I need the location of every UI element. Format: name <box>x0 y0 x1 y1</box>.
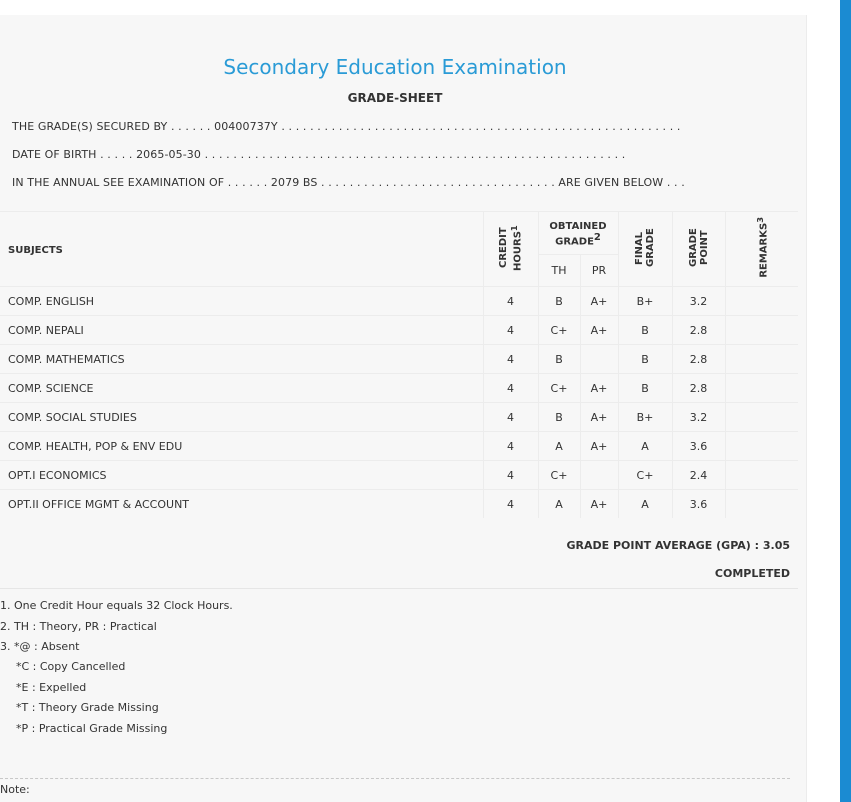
grade-sheet-heading: GRADE-SHEET <box>347 91 443 105</box>
subject-cell: COMP. MATHEMATICS <box>0 345 483 374</box>
theory-grade-cell: B <box>538 345 580 374</box>
grade-point-header: GRADE POINT <box>672 212 725 287</box>
right-accent-bar <box>840 0 851 802</box>
practical-grade-cell: A+ <box>580 287 618 316</box>
obtained-grade-header: OBTAINED GRADE$^2$ <box>538 212 618 255</box>
credit-hours-cell: 4 <box>483 403 538 432</box>
subjects-header: SUBJECTS <box>0 212 483 287</box>
final-grade-cell: B+ <box>618 287 672 316</box>
credit-hours-cell: 4 <box>483 374 538 403</box>
remarks-cell <box>725 316 798 345</box>
practical-header: PR <box>580 255 618 287</box>
subject-cell: COMP. ENGLISH <box>0 287 483 316</box>
theory-grade-cell: C+ <box>538 461 580 490</box>
grade-point-cell: 3.2 <box>672 403 725 432</box>
footnote-2: 2. TH : Theory, PR : Practical <box>0 620 157 633</box>
theory-header: TH <box>538 255 580 287</box>
practical-grade-cell: A+ <box>580 432 618 461</box>
exam-line: IN THE ANNUAL SEE EXAMINATION OF . . . . . . 2079 BS . . . . . . . . . . . . . . . . . . . . . . . . . . . . . . . . . ARE GIVEN BELOW . . . <box>12 176 685 189</box>
subject-cell: COMP. SCIENCE <box>0 374 483 403</box>
theory-grade-cell: A <box>538 432 580 461</box>
remarks-cell <box>725 461 798 490</box>
credit-hours-cell: 4 <box>483 461 538 490</box>
practical-grade-cell <box>580 461 618 490</box>
gpa-text: GRADE POINT AVERAGE (GPA) : 3.05 <box>566 539 790 552</box>
remarks-header: REMARKS$^3$ <box>725 212 798 287</box>
footnote-copy-cancelled: *C : Copy Cancelled <box>16 660 126 673</box>
grade-point-cell: 2.8 <box>672 345 725 374</box>
final-grade-cell: B <box>618 374 672 403</box>
table-row <box>0 287 798 316</box>
subject-cell: OPT.I ECONOMICS <box>0 461 483 490</box>
grade-point-cell: 2.8 <box>672 374 725 403</box>
footnote-3: 3. *@ : Absent <box>0 640 80 653</box>
credit-hours-cell: 4 <box>483 345 538 374</box>
remarks-cell <box>725 287 798 316</box>
footnote-expelled: *E : Expelled <box>16 681 87 694</box>
remarks-cell <box>725 345 798 374</box>
theory-grade-cell: B <box>538 403 580 432</box>
remarks-cell <box>725 432 798 461</box>
final-grade-cell: B <box>618 316 672 345</box>
note-divider <box>0 778 790 779</box>
date-of-birth-line: DATE OF BIRTH . . . . . 2065-05-30 . . . . . . . . . . . . . . . . . . . . . . . . . . . . . . . . . . . . . . . . . . . . . . . . . . . . . . . . . . . <box>12 148 626 161</box>
footnote-theory-missing: *T : Theory Grade Missing <box>16 701 159 714</box>
secured-by-line: THE GRADE(S) SECURED BY . . . . . . 00400737Y . . . . . . . . . . . . . . . . . . . . . . . . . . . . . . . . . . . . . . . . . . . . . . . . . . . . . . . . <box>12 120 681 133</box>
table-row <box>0 461 798 490</box>
theory-grade-cell: C+ <box>538 374 580 403</box>
final-grade-cell: B+ <box>618 403 672 432</box>
final-grade-cell: B <box>618 345 672 374</box>
theory-grade-cell: A <box>538 490 580 519</box>
final-grade-header: FINAL GRADE <box>618 212 672 287</box>
table-row <box>0 374 798 403</box>
credit-hours-cell: 4 <box>483 287 538 316</box>
remarks-cell <box>725 490 798 519</box>
practical-grade-cell: A+ <box>580 374 618 403</box>
practical-grade-cell: A+ <box>580 316 618 345</box>
table-row <box>0 432 798 461</box>
credit-hours-header: CREDIT HOURS$^1$ <box>483 212 538 287</box>
page-title: Secondary Education Examination <box>223 55 567 79</box>
grade-point-cell: 3.2 <box>672 287 725 316</box>
theory-grade-cell: B <box>538 287 580 316</box>
grade-point-cell: 3.6 <box>672 490 725 519</box>
practical-grade-cell: A+ <box>580 490 618 519</box>
credit-hours-cell: 4 <box>483 490 538 519</box>
final-grade-cell: C+ <box>618 461 672 490</box>
remarks-cell <box>725 403 798 432</box>
subject-cell: COMP. HEALTH, POP & ENV EDU <box>0 432 483 461</box>
credit-hours-cell: 4 <box>483 432 538 461</box>
practical-grade-cell: A+ <box>580 403 618 432</box>
grade-point-cell: 2.4 <box>672 461 725 490</box>
footnote-practical-missing: *P : Practical Grade Missing <box>16 722 168 735</box>
remarks-cell <box>725 374 798 403</box>
subject-cell: COMP. SOCIAL STUDIES <box>0 403 483 432</box>
final-grade-cell: A <box>618 490 672 519</box>
theory-grade-cell: C+ <box>538 316 580 345</box>
grade-point-cell: 3.6 <box>672 432 725 461</box>
table-row <box>0 490 798 519</box>
table-header-row <box>0 212 798 255</box>
subject-cell: OPT.II OFFICE MGMT & ACCOUNT <box>0 490 483 519</box>
final-grade-cell: A <box>618 432 672 461</box>
practical-grade-cell <box>580 345 618 374</box>
table-row <box>0 345 798 374</box>
result-status: COMPLETED <box>714 567 790 580</box>
table-row <box>0 403 798 432</box>
grade-point-cell: 2.8 <box>672 316 725 345</box>
footnote-1: 1. One Credit Hour equals 32 Clock Hours. <box>0 599 233 612</box>
subject-cell: COMP. NEPALI <box>0 316 483 345</box>
table-row <box>0 316 798 345</box>
credit-hours-cell: 4 <box>483 316 538 345</box>
note-label: Note: <box>0 783 30 796</box>
grades-table <box>0 211 798 518</box>
section-divider <box>0 588 798 589</box>
